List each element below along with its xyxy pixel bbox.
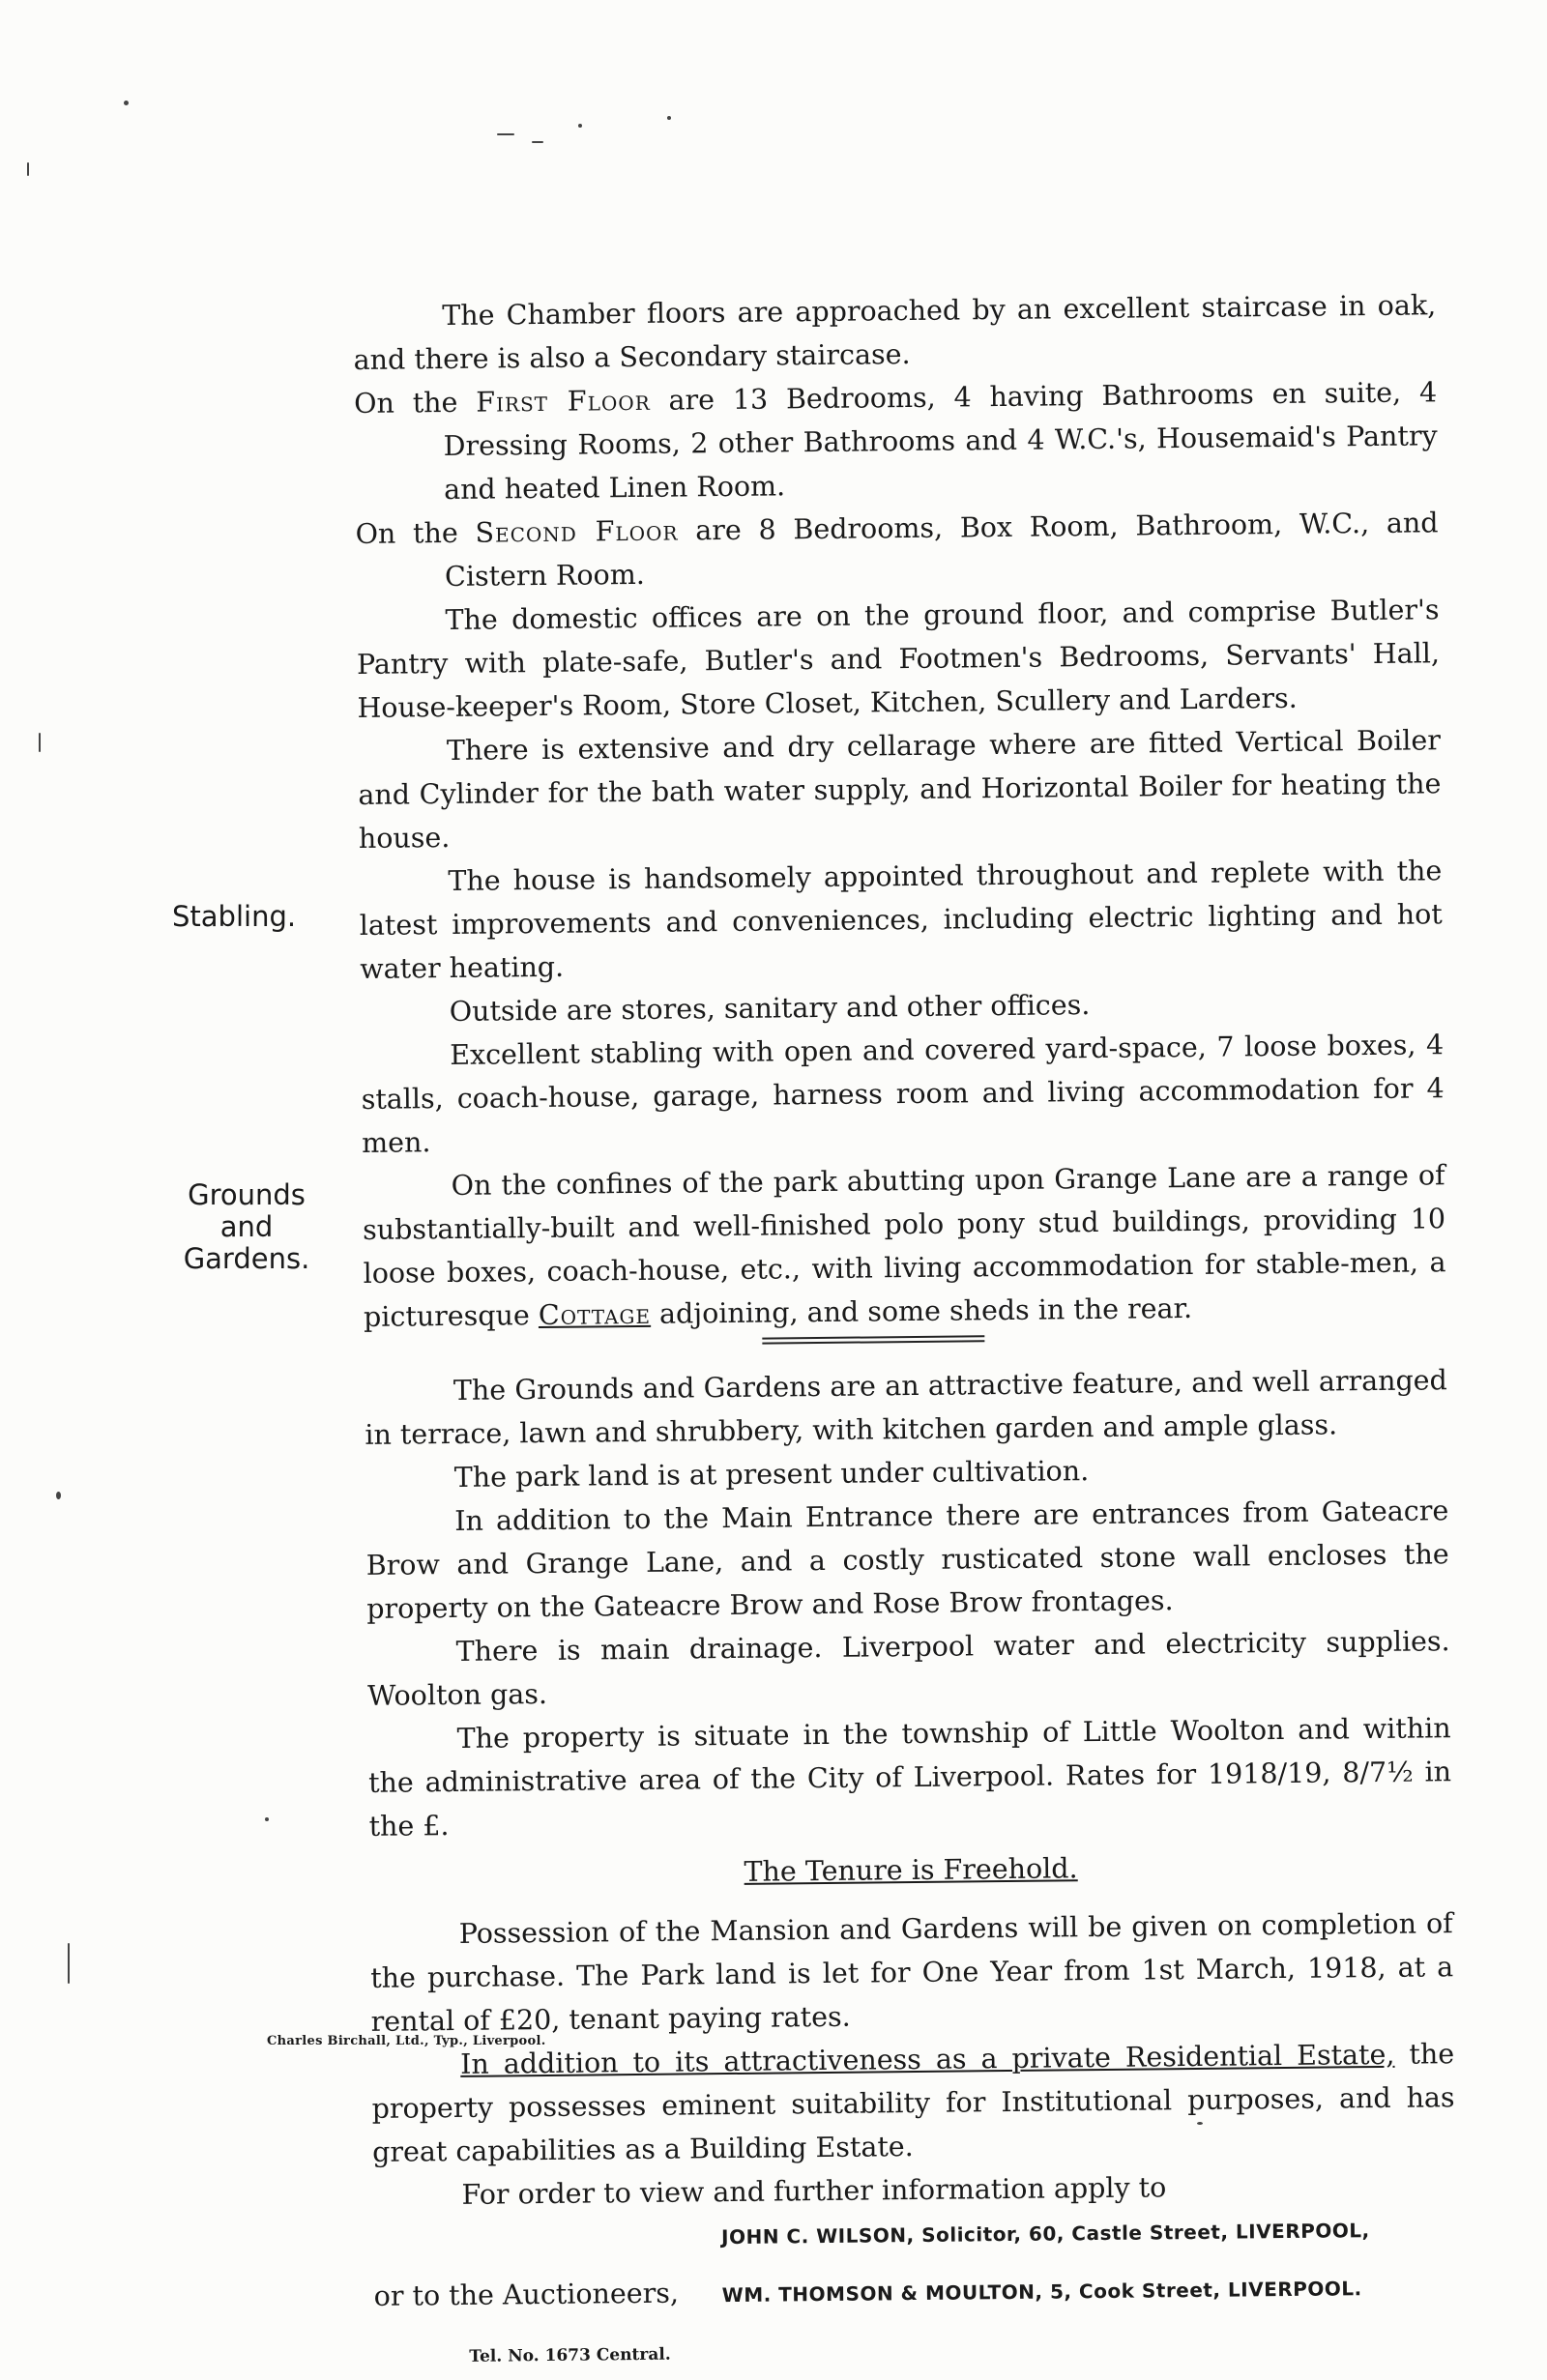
scan-speck	[39, 733, 41, 752]
paragraph-services: There is main drainage. Liverpool water and electricity supplies. Woolton gas.	[367, 1625, 1450, 1712]
second-floor-label: Second Floor	[475, 514, 679, 549]
telephone-number: Tel. No. 1673 Central.	[469, 2344, 671, 2366]
or-to-label: or to the Auctioneers,	[373, 2277, 680, 2312]
paragraph-township: The property is situate in the township of Little Woolton and within the administrative area of the City of Liverpool. Rates for 1918/19, 8/7½ in the £.	[367, 1712, 1452, 1843]
scan-speck	[27, 162, 29, 176]
contact-auctioneers	[373, 2263, 1456, 2321]
text-run: On the	[355, 516, 476, 550]
scan-speck	[124, 101, 129, 105]
paragraph-outside: Outside are stores, sanitary and other offices.	[449, 989, 1091, 1028]
side-heading-line: Grounds	[188, 1178, 306, 1211]
scan-speck	[265, 1817, 269, 1821]
paragraph-possession: Possession of the Mansion and Gardens will be given on completion of the purchase. The Park land is let for One Year from 1st March, 1918, at a rental of £20, tenant paying rates.	[370, 1907, 1454, 2038]
auctioneers-name: WM. THOMSON & MOULTON, 5, Cook Street, LIVERPOOL.	[721, 2277, 1362, 2307]
paragraph-first-floor	[354, 370, 1438, 512]
side-heading-stabling: Stabling.	[172, 900, 297, 933]
first-floor-label: First Floor	[476, 384, 651, 419]
body-text	[353, 283, 1458, 2380]
paragraph-suitability	[371, 2032, 1455, 2174]
scan-speck	[56, 1492, 61, 1499]
text-run: On the	[354, 386, 477, 420]
text-run: On the confines of the park abutting upon Grange Lane are a range of substantially-built and well-finished polo pony stud buildings, providing 10 loose boxes, coach-house, etc., with living accommodation for stable-men, a picturesque	[362, 1159, 1446, 1333]
contact-solicitor	[721, 2208, 1456, 2259]
paragraph-apply: For order to view and further information apply to	[461, 2171, 1167, 2211]
side-heading-grounds	[174, 1179, 319, 1275]
scan-speck	[532, 141, 543, 143]
paragraph-appointed: The house is handsomely appointed throughout and replete with the latest improvements and conveniences, including electric lighting and hot water heating.	[359, 855, 1443, 985]
text-run: adjoining, and some sheds in the rear.	[650, 1292, 1193, 1330]
scan-speck	[667, 116, 671, 120]
paragraph-second-floor	[355, 501, 1439, 599]
solicitor-name: JOHN C. WILSON, Solicitor, 60, Castle Street, LIVERPOOL,	[720, 2219, 1370, 2249]
printer-imprint: Charles Birchall, Ltd., Typ., Liverpool.	[267, 2034, 546, 2048]
double-rule-divider	[762, 1335, 984, 1344]
tenure-heading: The Tenure is Freehold.	[744, 1852, 1078, 1888]
scan-speck	[578, 124, 582, 128]
paragraph-cellarage: There is extensive and dry cellarage where are fitted Vertical Boiler and Cylinder for the bath water supply, and Horizontal Boiler for heating the house.	[358, 724, 1442, 855]
side-heading-line: Gardens.	[183, 1242, 310, 1275]
underlined-run: In addition to its attractiveness as a private Residential Estate,	[460, 2038, 1395, 2080]
cottage-label: Cottage	[538, 1297, 652, 1332]
text-run: are 8 Bedrooms, Box Room, Bathroom, W.C., and Cistern Room.	[444, 507, 1439, 594]
text-run: are 13 Bedrooms, 4 having Bathrooms en suite, 4 Dressing Rooms, 2 other Bathrooms and 4 W.C.'s, Housemaid's Pantry and heated Linen Room.	[443, 376, 1438, 507]
scan-speck	[497, 133, 514, 135]
side-heading-line: and	[219, 1210, 274, 1243]
paragraph-grounds: The Grounds and Gardens are an attractive feature, and well arranged in terrace, lawn and shrubbery, with kitchen garden and ample glass.	[365, 1364, 1447, 1451]
paragraph-staircase: The Chamber floors are approached by an excellent staircase in oak, and there is also a Secondary staircase.	[353, 289, 1437, 376]
scan-speck	[68, 1943, 70, 1984]
paragraph-domestic-offices: The domestic offices are on the ground floor, and comprise Butler's Pantry with plate-safe, Butler's and Footmen's Bedrooms, Servants' Hall, House-keeper's Room, Store Closet, Kitchen, Scullery and Larders.	[356, 594, 1441, 724]
paragraph-polo-stud	[362, 1153, 1446, 1339]
paragraph-park-land: The park land is at present under cultivation.	[453, 1455, 1090, 1494]
text-run: the property possesses eminent suitability for Institutional purposes, and has great capabilities as a Building Estate.	[371, 2038, 1455, 2168]
paragraph-entrances: In addition to the Main Entrance there are entrances from Gateacre Brow and Grange Lane, and a costly rusticated stone wall encloses the property on the Gateacre Brow and Rose Brow frontages.	[365, 1495, 1449, 1625]
paragraph-stabling: Excellent stabling with open and covered yard-space, 7 loose boxes, 4 stalls, coach-house, garage, harness room and living accommodation for 4 men.	[361, 1029, 1445, 1159]
